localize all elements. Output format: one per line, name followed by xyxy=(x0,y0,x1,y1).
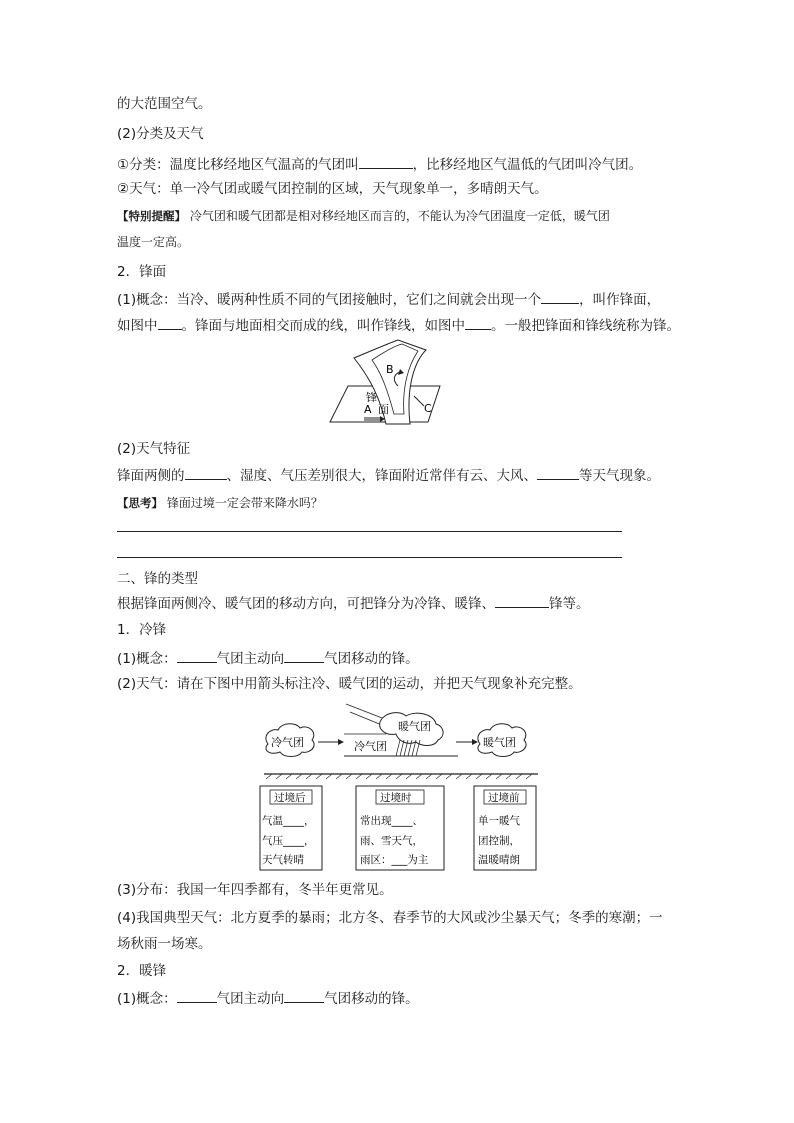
fill-blank[interactable] xyxy=(465,315,491,330)
text-line: 锋面两侧的 、湿度、气压差别很大，锋面附近常伴有云、大风、 等天气现象。 xyxy=(117,465,660,486)
label-c: C xyxy=(424,402,432,415)
svg-text:气温____，: 气温____， xyxy=(262,815,315,827)
fill-blank[interactable] xyxy=(177,648,217,663)
label-a: A xyxy=(364,403,372,416)
box-before-passage xyxy=(474,786,536,870)
svg-text:暖气团: 暖气团 xyxy=(483,736,516,749)
svg-text:雨、雪天气，: 雨、雪天气， xyxy=(360,835,423,847)
subheading-classification: (2)分类及天气 xyxy=(117,126,204,142)
text-line: (1)概念： 气团主动向 气团移动的锋。 xyxy=(117,648,419,669)
svg-text:天气转晴: 天气转晴 xyxy=(262,854,304,866)
subheading-weather: (2)天气特征 xyxy=(117,441,191,457)
special-tip: 【特别提醒】 冷气团和暖气团都是相对移经地区而言的，不能认为冷气团温度一定低，暖气团 xyxy=(117,209,610,223)
svg-text:过境后: 过境后 xyxy=(274,792,306,804)
text-line: 如图中 。锋面与地面相交而成的线，叫作锋线，如图中 。一般把锋面和锋线统称为锋。 xyxy=(117,315,680,336)
svg-text:过境前: 过境前 xyxy=(488,792,520,804)
svg-text:过境时: 过境时 xyxy=(380,792,412,804)
text-line: (1)概念： 气团主动向 气团移动的锋。 xyxy=(117,988,419,1009)
section-heading-types: 二、锋的类型 xyxy=(117,571,198,587)
fill-blank[interactable] xyxy=(495,593,549,608)
text-line: (2)天气：请在下图中用箭头标注冷、暖气团的运动，并把天气现象补充完整。 xyxy=(117,676,582,692)
fill-blank[interactable] xyxy=(284,988,324,1003)
text-line: ①分类：温度比移经地区气温高的气团叫 ，比移经地区气温低的气团叫冷气团。 xyxy=(117,154,642,175)
fill-blank[interactable] xyxy=(359,154,413,169)
text-line: (1)概念：当冷、暖两种性质不同的气团接触时，它们之间就会出现一个 ，叫作锋面， xyxy=(117,289,660,310)
svg-text:气压____，: 气压____， xyxy=(262,835,315,847)
fill-blank[interactable] xyxy=(177,988,217,1003)
label-mian: 面 xyxy=(378,403,389,416)
svg-text:单一暖气: 单一暖气 xyxy=(478,815,520,827)
text-line: 场秋雨一场寒。 xyxy=(117,936,212,952)
text-line: (3)分布：我国一年四季都有，冬半年更常见。 xyxy=(117,882,393,898)
section-heading-warm-front: 2．暖锋 xyxy=(117,963,167,979)
svg-text:团控制，: 团控制， xyxy=(478,835,520,847)
svg-text:温暖晴朗: 温暖晴朗 xyxy=(478,854,520,866)
fill-blank[interactable] xyxy=(541,289,579,304)
label-feng: 锋 xyxy=(366,391,377,404)
svg-text:冷气团: 冷气团 xyxy=(354,740,387,753)
answer-line[interactable] xyxy=(117,531,622,532)
text-line: (4)我国典型天气：北方夏季的暴雨；北方冬、春季节的大风或沙尘暴天气；冬季的寒潮；一 xyxy=(117,910,663,926)
think-prompt: 【思考】 锋面过境一定会带来降水吗？ xyxy=(117,496,323,510)
text-line: ②天气：单一冷气团或暖气团控制的区域，天气现象单一，多晴朗天气。 xyxy=(117,181,548,197)
text-line: 根据锋面两侧冷、暖气团的移动方向，可把锋分为冷锋、暖锋、 锋等。 xyxy=(117,593,590,614)
fill-blank[interactable] xyxy=(284,648,324,663)
special-tip-cont: 温度一定高。 xyxy=(117,235,190,249)
cloud-cold-left xyxy=(266,724,314,757)
cloud-warm-right xyxy=(478,724,526,757)
section-heading-cold-front: 1．冷锋 xyxy=(117,622,167,638)
svg-text:暖气团: 暖气团 xyxy=(398,720,431,733)
box-during-passage xyxy=(356,786,444,870)
fill-blank[interactable] xyxy=(185,465,227,480)
front-surface-diagram xyxy=(328,338,444,426)
svg-text:常出现____、: 常出现____、 xyxy=(360,815,423,827)
cold-front-diagram xyxy=(258,700,543,872)
section-heading-front: 2．锋面 xyxy=(117,264,167,280)
svg-text:冷气团: 冷气团 xyxy=(271,736,304,749)
fill-blank[interactable] xyxy=(158,315,182,330)
text-line: 的大范围空气。 xyxy=(117,96,212,112)
svg-text:雨区：___为主: 雨区：___为主 xyxy=(360,854,429,866)
fill-blank[interactable] xyxy=(537,465,579,480)
answer-line[interactable] xyxy=(117,557,622,558)
label-b: B xyxy=(386,363,394,376)
box-after-passage xyxy=(260,786,322,870)
